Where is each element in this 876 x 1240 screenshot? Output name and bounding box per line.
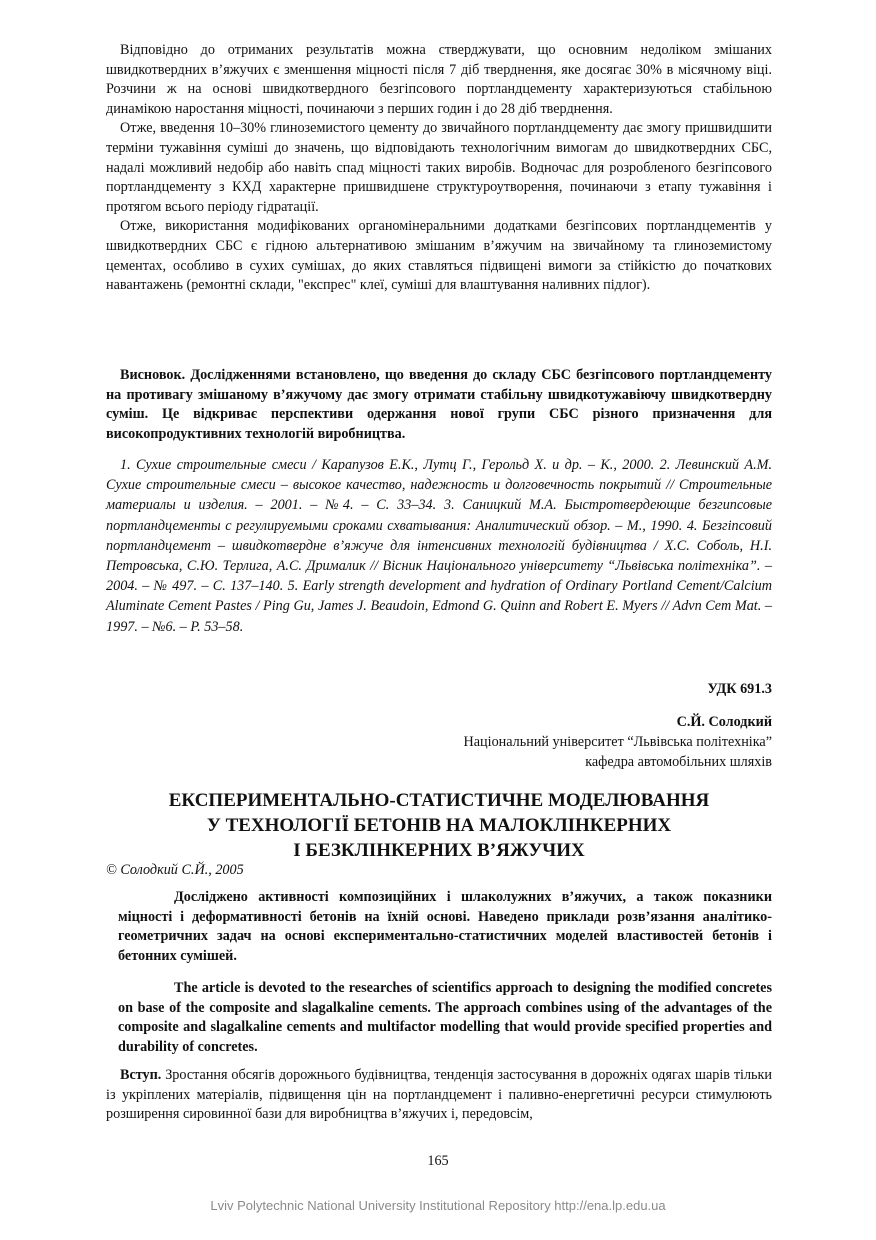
conclusion-label: Висновок.: [120, 367, 186, 383]
abstract-text: The article is devoted to the researches of scientifics approach to designing the modified concretes on base of the composite and slagalkaline cements. The approach combines using of the advantages of the composite and slagalkaline cements and multifactor modelling that would provide specified properties and durability of concretes.: [118, 980, 772, 1055]
article-title: [106, 788, 772, 863]
previous-article-body: [106, 41, 772, 296]
paragraph: Отже, введення 10–30% глиноземистого цементу до звичайного портландцементу дає змогу пришвидшити терміни тужавіння суміші до значень, що відповідають технологічним вимогам до швидкотвердних СБС, надалі можливий недобір або навіть спад міцності таких виробів. Водночас для розробленого безгіпсового портландцементу з КХД характерне пришвидшене структуроутворення, починаючи з етапу тужавіння і протягом всього періоду гідратації.: [106, 120, 772, 215]
paragraph: Отже, використання модифікованих органомінеральними додатками безгіпсових портландцементів у швидкотвердних СБС є гідною альтернативою змішаним в’яжучим на звичайному та глиноземистому цементах, особливо в сухих сумішах, до яких ставляться підвищені вимоги за стійкістю до початкових навантажень (ремонтні склади, "експрес" клеї, суміші для влаштування наливних підлог).: [106, 218, 772, 294]
references: 1. Сухие строительные смеси / Карапузов Е.К., Лутц Г., Герольд Х. и др. – К., 2000. 2. Левинский А.М. Сухие строительные смеси – высокое качество, надежность и долговечность покрытий // Строительные материалы и изделия. – 2001. – №4. – С. 33–34. 3. Саницкий М.А. Быстротвердеющие безгипсовые портландцементы с регулируемыми сроками схватывания: Аналитический обзор. – М., 1990. 4. Безгіпсовий портландцемент – швидкотвердне в’яжуче для інтенсивних технологій будівництва / Х.С. Соболь, Н.І. Петровська, С.Ю. Терлига, А.С. Дрималик // Вісник Національного університету “Львівська політехніка”. – 2004. – № 497. – С. 137–140. 5. Early strength development and hydration of Ordinary Portland Cement/Calcium Aluminate Cement Pastes / Ping Gu, James J. Beaudoin, Edmond G. Quinn and Robert E. Myers // Advn Cem Mat. – 1997. – №6. – P. 53–58.: [106, 457, 772, 635]
abstract-text: Досліджено активності композиційних і шлаколужних в’яжучих, а також показники міцності і деформативності бетонів на їхній основі. Наведено приклади розв’язання аналітико-геометричних задач на основі експериментально-статистичних моделей властивостей бетонів і бетонних сумішей.: [118, 889, 772, 964]
title-line: ЕКСПЕРИМЕНТАЛЬНО-СТАТИСТИЧНЕ МОДЕЛЮВАННЯ: [168, 790, 710, 811]
title-line: І БЕЗКЛІНКЕРНИХ В’ЯЖУЧИХ: [293, 840, 585, 861]
department: кафедра автомобільних шляхів: [585, 754, 772, 770]
intro-paragraph: [106, 1066, 772, 1125]
udk-code: УДК 691.3: [707, 681, 772, 697]
title-line: У ТЕХНОЛОГІЇ БЕТОНІВ НА МАЛОКЛІНКЕРНИХ: [206, 815, 672, 836]
abstract-english: [118, 979, 772, 1057]
intro-label: Вступ.: [120, 1067, 162, 1083]
conclusion-text: Дослідженнями встановлено, що введення до складу СБС безгіпсового портландцементу на противагу змішаному в’яжучому дає змогу отримати стабільну швидкотужавіючу швидкотвердну суміш. Це відкриває перспективи одержання нової групи СБС різного призначення для високопродуктивних технологій виробництва.: [106, 367, 772, 442]
abstract-ukrainian: [118, 888, 772, 966]
page-number: 165: [427, 1153, 449, 1169]
author: С.Й. Солодкий: [676, 714, 772, 730]
intro-text: Зростання обсягів дорожнього будівництва, тенденція застосування в дорожніх одягах шарів тільки із укріплених матеріалів, підвищення цін на портландцемент і паливно-енергетичні ресурси стимулюють розширення сировинної бази для виробництва в’яжучих і, передовсім,: [106, 1067, 772, 1123]
affiliation: Національний університет “Львівська політехніка”: [463, 734, 772, 750]
conclusion-paragraph: [106, 366, 772, 444]
paragraph: Відповідно до отриманих результатів можна стверджувати, що основним недоліком змішаних швидкотвердних в’яжучих є зменшення міцності після 7 діб тверднення, яке досягає 30% в місячному віці. Розчини ж на основі швидкотвердного безгіпсового портландцементу характеризуються стабільною динамікою наростання міцності, починаючи з перших годин і до 28 діб тверднення.: [106, 42, 772, 117]
repository-footer: Lviv Polytechnic National University Institutional Repository http://ena.lp.edu.ua: [210, 1198, 666, 1213]
copyright: © Солодкий С.Й., 2005: [106, 862, 244, 878]
